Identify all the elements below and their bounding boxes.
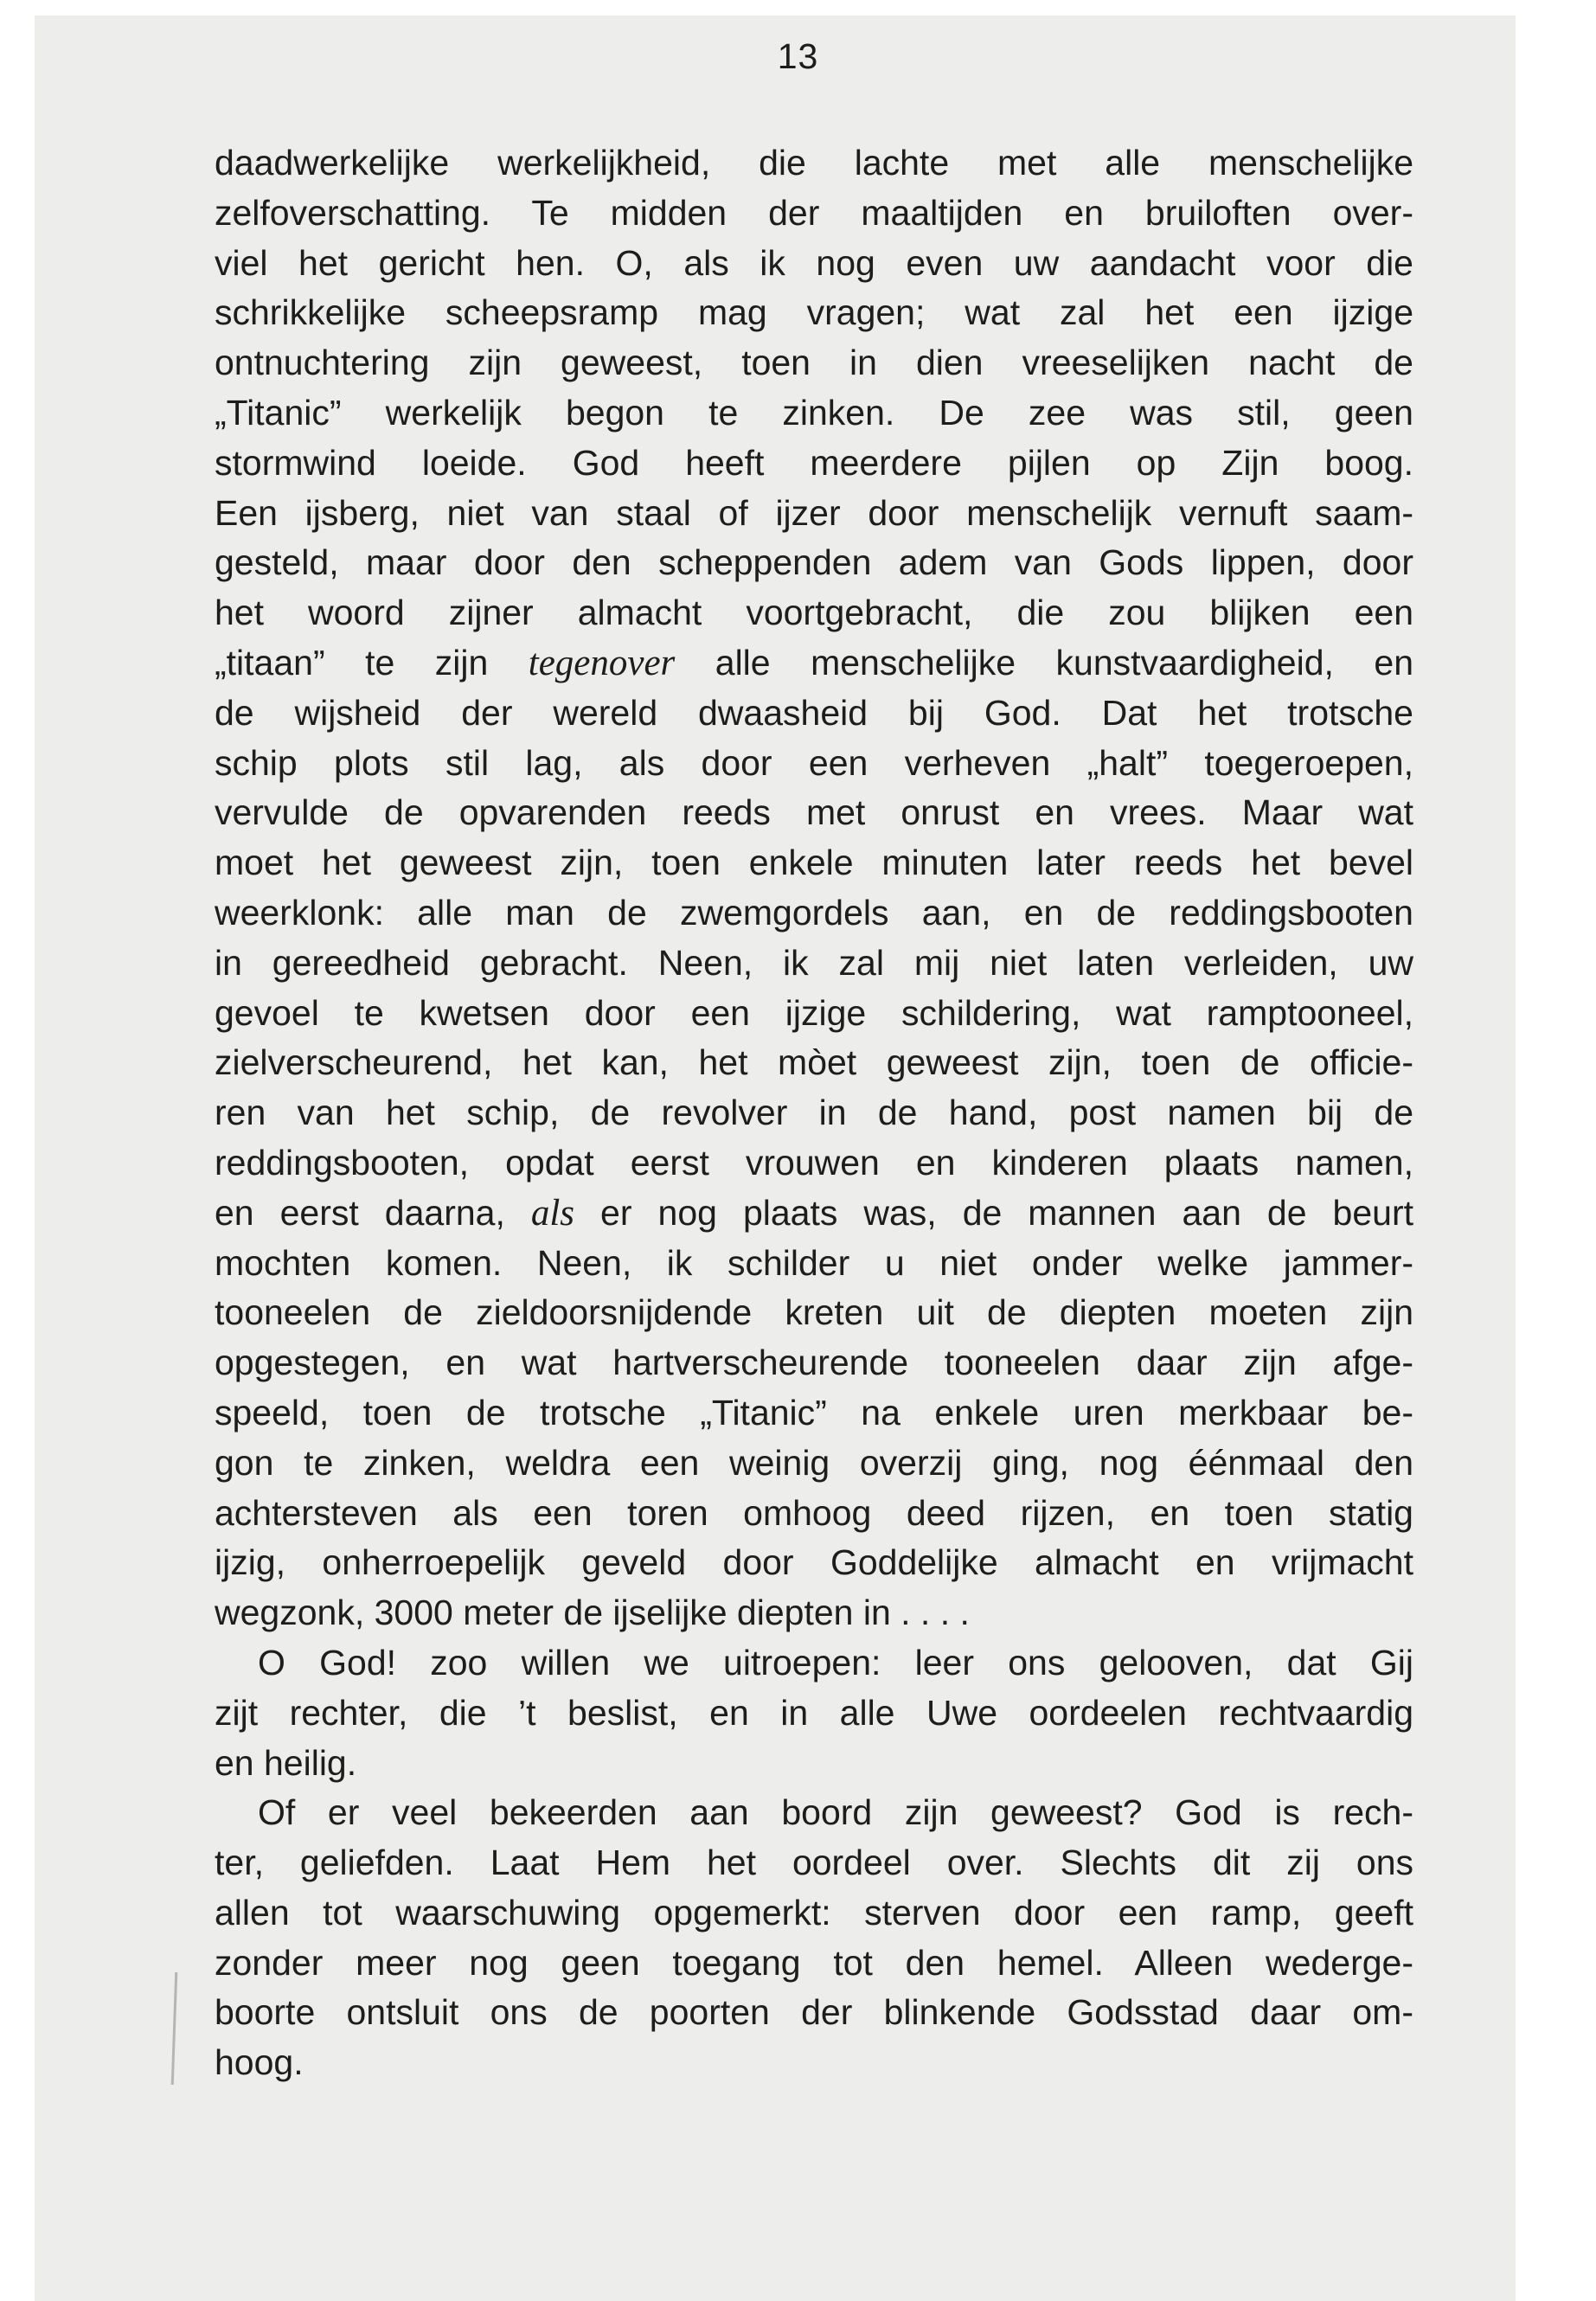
text-line: speeld, toen de trotsche „Titanic” na enkele uren merkbaar be- bbox=[215, 1392, 1413, 1433]
text-line: de wijsheid der wereld dwaasheid bij God. Dat het trotsche bbox=[215, 692, 1413, 733]
text-line: „Titanic” werkelijk begon te zinken. De zee was stil, geen bbox=[215, 392, 1413, 433]
text-segment: „titaan” te zijn bbox=[215, 642, 489, 683]
text-line: viel het gericht hen. O, als ik nog even uw aandacht voor die bbox=[215, 242, 1413, 283]
text-line bbox=[215, 638, 1413, 689]
text-line: in gereedheid gebracht. Neen, ik zal mij niet laten verleiden, uw bbox=[215, 942, 1413, 983]
text-line: tooneelen de zieldoorsnijdende kreten uit de diepten moeten zijn bbox=[215, 1292, 1413, 1333]
text-line: wegzonk, 3000 meter de ijselijke diepten in . . . . bbox=[215, 1593, 970, 1633]
italic-emphasis: als bbox=[530, 1192, 575, 1234]
text-line: daadwerkelijke werkelijkheid, die lachte met alle menschelijke bbox=[215, 143, 1413, 183]
text-line: weerklonk: alle man de zwemgordels aan, en de reddingsbooten bbox=[215, 892, 1413, 933]
text-line: Of er veel bekeerden aan boord zijn geweest? God is rech- bbox=[258, 1792, 1413, 1833]
text-line: zijt rechter, die ’t beslist, en in alle Uwe oordeelen rechtvaardig bbox=[215, 1692, 1413, 1733]
text-line: en heilig. bbox=[215, 1742, 357, 1783]
text-segment: en eerst daarna, bbox=[215, 1192, 505, 1233]
text-line: gesteld, maar door den scheppenden adem van Gods lippen, door bbox=[215, 542, 1413, 583]
text-line: boorte ontsluit ons de poorten der blinkende Godsstad daar om- bbox=[215, 1992, 1413, 2033]
text-line: schip plots stil lag, als door een verheven „halt” toegeroepen, bbox=[215, 742, 1413, 783]
text-line: ijzig, onherroepelijk geveld door Goddelijke almacht en vrijmacht bbox=[215, 1542, 1413, 1583]
text-line: gon te zinken, weldra een weinig overzij ging, nog éénmaal den bbox=[215, 1442, 1413, 1483]
text-line: ren van het schip, de revolver in de hand, post namen bij de bbox=[215, 1093, 1413, 1133]
page-number: 13 bbox=[777, 36, 819, 76]
text-line: reddingsbooten, opdat eerst vrouwen en kinderen plaats namen, bbox=[215, 1142, 1413, 1183]
text-line: O God! zoo willen we uitroepen: leer ons gelooven, dat Gij bbox=[258, 1642, 1413, 1682]
text-line: schrikkelijke scheepsramp mag vragen; wat zal het een ijzige bbox=[215, 292, 1413, 333]
text-line: mochten komen. Neen, ik schilder u niet onder welke jammer- bbox=[215, 1242, 1413, 1283]
text-line: moet het geweest zijn, toen enkele minuten later reeds het bevel bbox=[215, 843, 1413, 883]
text-line: hoog. bbox=[215, 2042, 304, 2083]
text-segment: er nog plaats was, de mannen aan de beurt bbox=[574, 1192, 1413, 1233]
text-line: zielverscheurend, het kan, het mòet geweest zijn, toen de officie- bbox=[215, 1042, 1413, 1083]
text-line: ontnuchtering zijn geweest, toen in dien vreeselijken nacht de bbox=[215, 343, 1413, 383]
text-line: stormwind loeide. God heeft meerdere pijlen op Zijn boog. bbox=[215, 442, 1413, 483]
text-line: allen tot waarschuwing opgemerkt: sterven door een ramp, geeft bbox=[215, 1892, 1413, 1932]
body-text bbox=[215, 138, 1413, 2088]
text-line: vervulde de opvarenden reeds met onrust en vrees. Maar wat bbox=[215, 792, 1413, 833]
text-line: opgestegen, en wat hartverscheurende tooneelen daar zijn afge- bbox=[215, 1343, 1413, 1383]
text-line: ter, geliefden. Laat Hem het oordeel over. Slechts dit zij ons bbox=[215, 1843, 1413, 1883]
text-line: achtersteven als een toren omhoog deed rijzen, en toen statig bbox=[215, 1492, 1413, 1533]
italic-emphasis: tegenover bbox=[528, 642, 676, 683]
text-line: zelfoverschatting. Te midden der maaltijden en bruiloften over- bbox=[215, 192, 1413, 233]
text-segment: alle menschelijke kunstvaardigheid, en bbox=[675, 642, 1413, 683]
text-line: Een ijsberg, niet van staal of ijzer door menschelijk vernuft saam- bbox=[215, 492, 1413, 533]
text-line: zonder meer nog geen toegang tot den hemel. Alleen wederge- bbox=[215, 1942, 1413, 1983]
text-line: gevoel te kwetsen door een ijzige schildering, wat ramptooneel, bbox=[215, 992, 1413, 1033]
text-line bbox=[215, 1189, 1413, 1239]
text-line: het woord zijner almacht voortgebracht, die zou blijken een bbox=[215, 593, 1413, 633]
